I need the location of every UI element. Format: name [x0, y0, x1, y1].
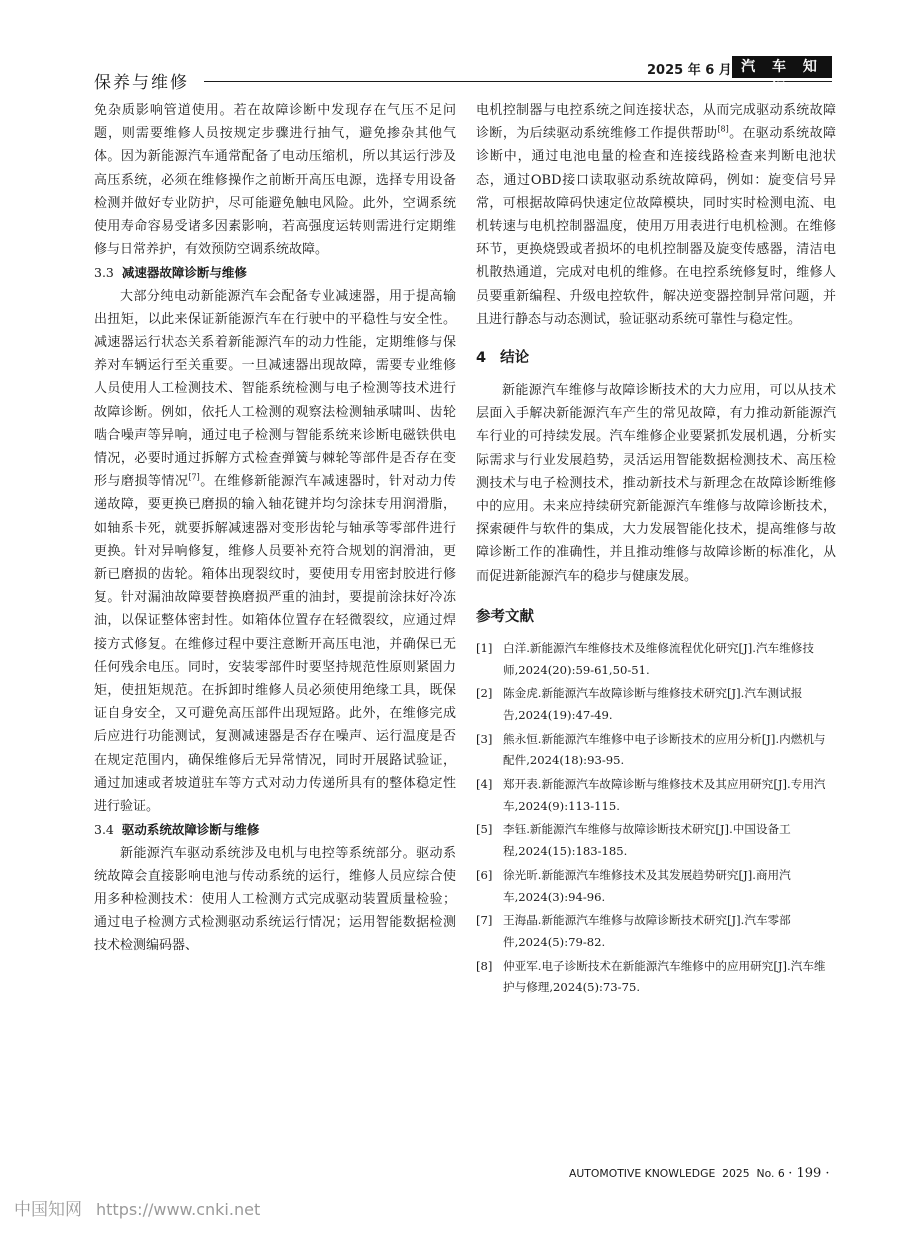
- section-heading: [94, 818, 456, 841]
- magazine-title-badge: 汽 车 知 识: [732, 56, 832, 78]
- header-rule: [204, 81, 832, 82]
- reference-item: [476, 910, 836, 953]
- reference-number: [3]: [476, 731, 493, 746]
- page-footer: [569, 1166, 830, 1181]
- reference-text: 郑开表.新能源汽车故障诊断与维修技术及其应用研究[J].专用汽车,2024(9):113-115.: [503, 777, 826, 813]
- watermark-url: https://www.cnki.net: [96, 1200, 261, 1219]
- reference-number: [2]: [476, 686, 493, 701]
- paragraph: [476, 99, 836, 331]
- reference-text: 李钰.新能源汽车维修与故障诊断技术研究[J].中国设备工程,2024(15):183-185.: [503, 822, 791, 859]
- watermark-name: 中国知网: [14, 1200, 82, 1220]
- section-title: 驱动系统故障诊断与维修: [121, 822, 260, 838]
- header-date: 2025 年 6 月: [647, 63, 732, 78]
- reference-number: [6]: [476, 867, 493, 882]
- section-title: 减速器故障诊断与维修: [121, 265, 247, 281]
- reference-item: [476, 865, 836, 908]
- issue-number: No. 6: [756, 1167, 785, 1180]
- page-number: · 199 ·: [788, 1166, 830, 1181]
- reference-text: 陈金虎.新能源汽车故障诊断与维修技术研究[J].汽车测试报告,2024(19):47-49.: [503, 686, 803, 722]
- right-column: [476, 99, 836, 1001]
- reference-number: [7]: [476, 913, 493, 928]
- reference-item: [476, 819, 836, 862]
- citation: [8]: [717, 124, 729, 134]
- paragraph-text: 大部分纯电动新能源汽车会配备专业减速器，用于提高输出扭矩，以此来保证新能源汽车在行驶中的平稳性与安全性。减速器运行状态关系着新能源汽车的动力性能，定期维修与保养对车辆运行至关重要。一旦减速器出现故障，需要专业维修人员使用人工检测技术、智能系统检测与电子检测等技术进行故障诊断。例如，依托人工检测的观察法检测轴承啸叫、齿轮啮合噪声等异响，通过电子检测与智能系统来诊断电磁铁供电情况，必要时通过拆解方式检查弹簧与棘轮等部件是否存在变形与磨损等情况: [94, 288, 456, 490]
- paragraph: 新能源汽车维修与故障诊断技术的大力应用，可以从技术层面入手解决新能源汽车产生的常见故障，有力推动新能源汽车行业的可持续发展。汽车维修企业要紧抓发展机遇，分析实际需求与行业发展趋势，灵活运用智能数据检测技术、高压检测技术与电子检测技术，推动新技术与新理念在故障诊断维修中的应用。未来应持续研究新能源汽车维修与故障诊断技术，探索硬件与软件的集成，大力发展智能化技术，提高维修与故障诊断工作的准确性，并且推动维修与故障诊断的标准化，从而促进新能源汽车的稳步与健康发展。: [476, 383, 836, 584]
- reference-text: 仲亚军.电子诊断技术在新能源汽车维修中的应用研究[J].汽车维护与修理,2024(5):73-75.: [503, 958, 826, 995]
- journal-name: AUTOMOTIVE KNOWLEDGE: [569, 1167, 716, 1180]
- section-number: 3.4: [94, 822, 114, 838]
- cnki-watermark: [14, 1195, 260, 1220]
- section-number: 3.3: [94, 265, 114, 281]
- reference-text: 白洋.新能源汽车维修技术及维修流程优化研究[J].汽车维修技师,2024(20):59-61,50-51.: [503, 640, 814, 677]
- reference-number: [1]: [476, 640, 493, 655]
- paragraph: [94, 285, 456, 819]
- references-list: [476, 638, 836, 999]
- paragraph-text: 电机控制器与电控系统之间连接状态，从而完成驱动系统故障诊断，为后续驱动系统维修工作提供帮助: [476, 103, 836, 142]
- section-title: 结论: [500, 350, 530, 367]
- left-column: [94, 99, 456, 958]
- paragraph-text: 。在驱动系统故障诊断中，通过电池电量的检查和连接线路检查来判断电池状态，通过OBD接口读取驱动系统故障码，例如：旋变信号异常，可根据故障码快速定位故障模块，同时实时检测电流、电机转速与电机控制器温度，使用万用表进行电机检测。在维修环节，更换烧毁或者损坏的电机控制器及旋变传感器，清洁电机散热通道，完成对电机的维修。在电控系统修复时，维修人员要重新编程、升级电控软件，解决逆变器控制异常问题，并且进行静态与动态测试，验证驱动系统可靠性与稳定性。: [476, 126, 836, 327]
- reference-item: [476, 638, 836, 681]
- issue-year: 2025: [722, 1167, 750, 1180]
- citation: [7]: [188, 472, 200, 482]
- paragraph: 免杂质影响管道使用。若在故障诊断中发现存在气压不足问题，则需要维修人员按规定步骤进行抽气，避免掺杂其他气体。因为新能源汽车通常配备了电动压缩机，所以其运行涉及高压系统，必须在维修操作之前断开高压电源，选择专用设备检测并做好专业防护，尽可能避免触电风险。此外，空调系统使用寿命容易受诸多因素影响，若高强度运转则需进行定期维修与日常养护，有效预防空调系统故障。: [94, 103, 456, 258]
- section-heading: [476, 347, 836, 369]
- reference-text: 熊永恒.新能源汽车维修中电子诊断技术的应用分析[J].内燃机与配件,2024(18):93-95.: [503, 731, 826, 768]
- paragraph: 新能源汽车驱动系统涉及电机与电控等系统部分。驱动系统故障会直接影响电池与传动系统的运行，维修人员应综合使用多种检测技术：使用人工检测方式完成驱动装置质量检验；通过电子检测方式检测驱动系统运行情况；运用智能数据检测技术检测编码器、: [94, 845, 456, 954]
- header-section: 保养与维修: [94, 73, 189, 93]
- reference-item: [476, 956, 836, 999]
- reference-item: [476, 683, 836, 726]
- paragraph-text: 。在维修新能源汽车减速器时，针对动力传递故障，要更换已磨损的输入轴花键并均匀涂抹专用润滑脂，如轴系卡死，就要拆解减速器对变形齿轮与轴承等零部件进行更换。针对异响修复，维修人员要补充符合规划的润滑油，更新已磨损的齿轮。箱体出现裂纹时，要使用专用密封胶进行修复。针对漏油故障要替换磨损严重的油封，要提前涂抹好冷冻油，以保证整体密封性。如箱体位置存在轻微裂纹，应通过焊接方式修复。在维修过程中要注意断开高压电池，并确保已无任何残余电压。同时，安装零部件时要坚持规范性原则紧固力矩，使扭矩规范。在拆卸时维修人员必须使用绝缘工具，既保证自身安全，又可避免高压部件出现短路。此外，在维修完成后应进行功能测试，复测减速器是否存在噪声、运行温度是否在规定范围内，确保维修后无异常情况，同时开展路试验证，通过加速或者坡道驻车等方式对动力传递所具有的整体稳定性进行验证。: [94, 474, 456, 815]
- references-heading: 参考文献: [476, 608, 534, 625]
- reference-item: [476, 774, 836, 817]
- reference-text: 王海晶.新能源汽车维修与故障诊断技术研究[J].汽车零部件,2024(5):79-82.: [503, 913, 791, 949]
- section-heading: [94, 261, 456, 284]
- reference-number: [8]: [476, 958, 493, 973]
- reference-item: [476, 729, 836, 772]
- reference-number: [5]: [476, 822, 493, 837]
- reference-text: 徐光昕.新能源汽车维修技术及其发展趋势研究[J].商用汽车,2024(3):94-96.: [503, 867, 791, 904]
- section-number: 4: [476, 350, 487, 367]
- reference-number: [4]: [476, 777, 493, 792]
